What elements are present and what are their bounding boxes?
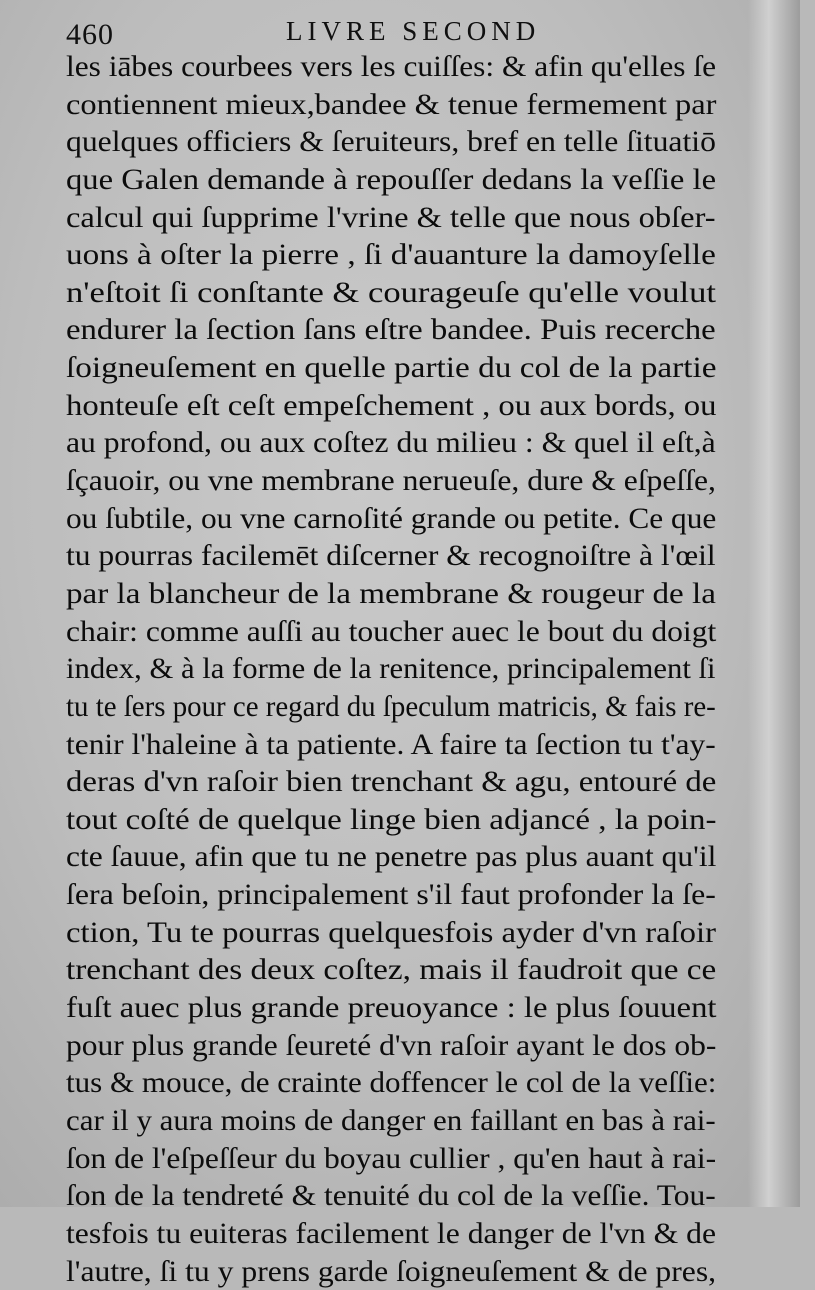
text-line: ſon de l'eſpeſſeur du boyau cullier , qu'en haut à rai- (66, 1140, 750, 1178)
text-line: contiennent mieux,bandee & tenue fermement par (66, 86, 769, 124)
text-line: tu pourras facilemēt diſcerner & recognoiſtre à l'œil (66, 537, 750, 575)
text-line: tout coſté de quelque linge bien adjancé , la poin- (66, 801, 781, 839)
running-head: LIVRE SECOND (286, 16, 540, 47)
text-line: quelques officiers & ſeruiteurs, bref en telle ſituatiō (66, 123, 752, 161)
body-text (66, 48, 716, 1290)
text-line: tu te ſers pour ce regard du ſpeculum matricis, & fais re- (66, 688, 692, 726)
text-line: l'autre, ſi tu y prens garde ſoigneuſement & de pres, (66, 1253, 752, 1290)
text-line: ſoigneuſement en quelle partie du col de la partie (66, 349, 787, 387)
text-line: cte ſauue, afin que tu ne penetre pas plus auant qu'il (66, 838, 749, 876)
text-line: pour plus grande ſeureté d'vn raſoir ayant le dos ob- (66, 1027, 749, 1065)
text-line: calcul qui ſupprime l'vrine & telle que nous obſer- (66, 199, 770, 237)
text-line: ſera beſoin, principalement s'il faut profonder la ſe- (66, 876, 756, 914)
text-line: ction, Tu te pourras quelquesfois ayder d'vn raſoir (66, 914, 774, 952)
text-line: uons à oſter la pierre , ſi d'auanture la damoyſelle (66, 236, 786, 274)
text-line: chair: comme auſſi au toucher auec le bout du doigt (66, 613, 751, 651)
text-line: tus & mouce, de crainte doffencer le col de la veſſie: (66, 1064, 739, 1102)
text-line: les iābes courbees vers les cuiſſes: & afin qu'elles ſe (66, 48, 746, 86)
text-line: trenchant des deux coſtez, mais il faudroit que ce (66, 951, 786, 989)
text-line: ou ſubtile, ou vne carnoſité grande ou petite. Ce que (66, 500, 745, 538)
text-line: par la blancheur de la membrane & rougeur de la (66, 575, 783, 613)
text-line: que Galen demande à repouſſer dedans la veſſie le (66, 161, 773, 199)
text-line: index, & à la forme de la renitence, principalement ſi (66, 650, 730, 688)
page-number: 460 (66, 18, 114, 52)
text-line: au profond, ou aux coſtez du milieu : & quel il eſt,à (66, 424, 752, 462)
text-line: ſçauoir, ou vne membrane nerueuſe, dure & eſpeſſe, (66, 462, 751, 500)
text-line: tenir l'haleine à ta patiente. A faire ta ſection tu t'ay- (66, 726, 747, 764)
text-line: honteuſe eſt ceſt empeſchement , ou aux bords, ou (66, 387, 775, 425)
text-line: n'eſtoit ſi conſtante & courageuſe qu'elle voulut (66, 274, 815, 312)
text-line: fuſt auec plus grande preuoyance : le plus ſouuent (66, 989, 775, 1027)
text-line: deras d'vn raſoir bien trenchant & agu, entouré de (66, 763, 777, 801)
text-line: endurer la ſection ſans eſtre bandee. Puis recerche (66, 311, 776, 349)
text-line: ſon de la tendreté & tenuité du col de la veſſie. Tou- (66, 1177, 749, 1215)
text-line: tesfois tu euiteras facilement le danger de l'vn & de (66, 1215, 752, 1253)
text-line: car il y aura moins de danger en faillant en bas à rai- (66, 1102, 737, 1140)
